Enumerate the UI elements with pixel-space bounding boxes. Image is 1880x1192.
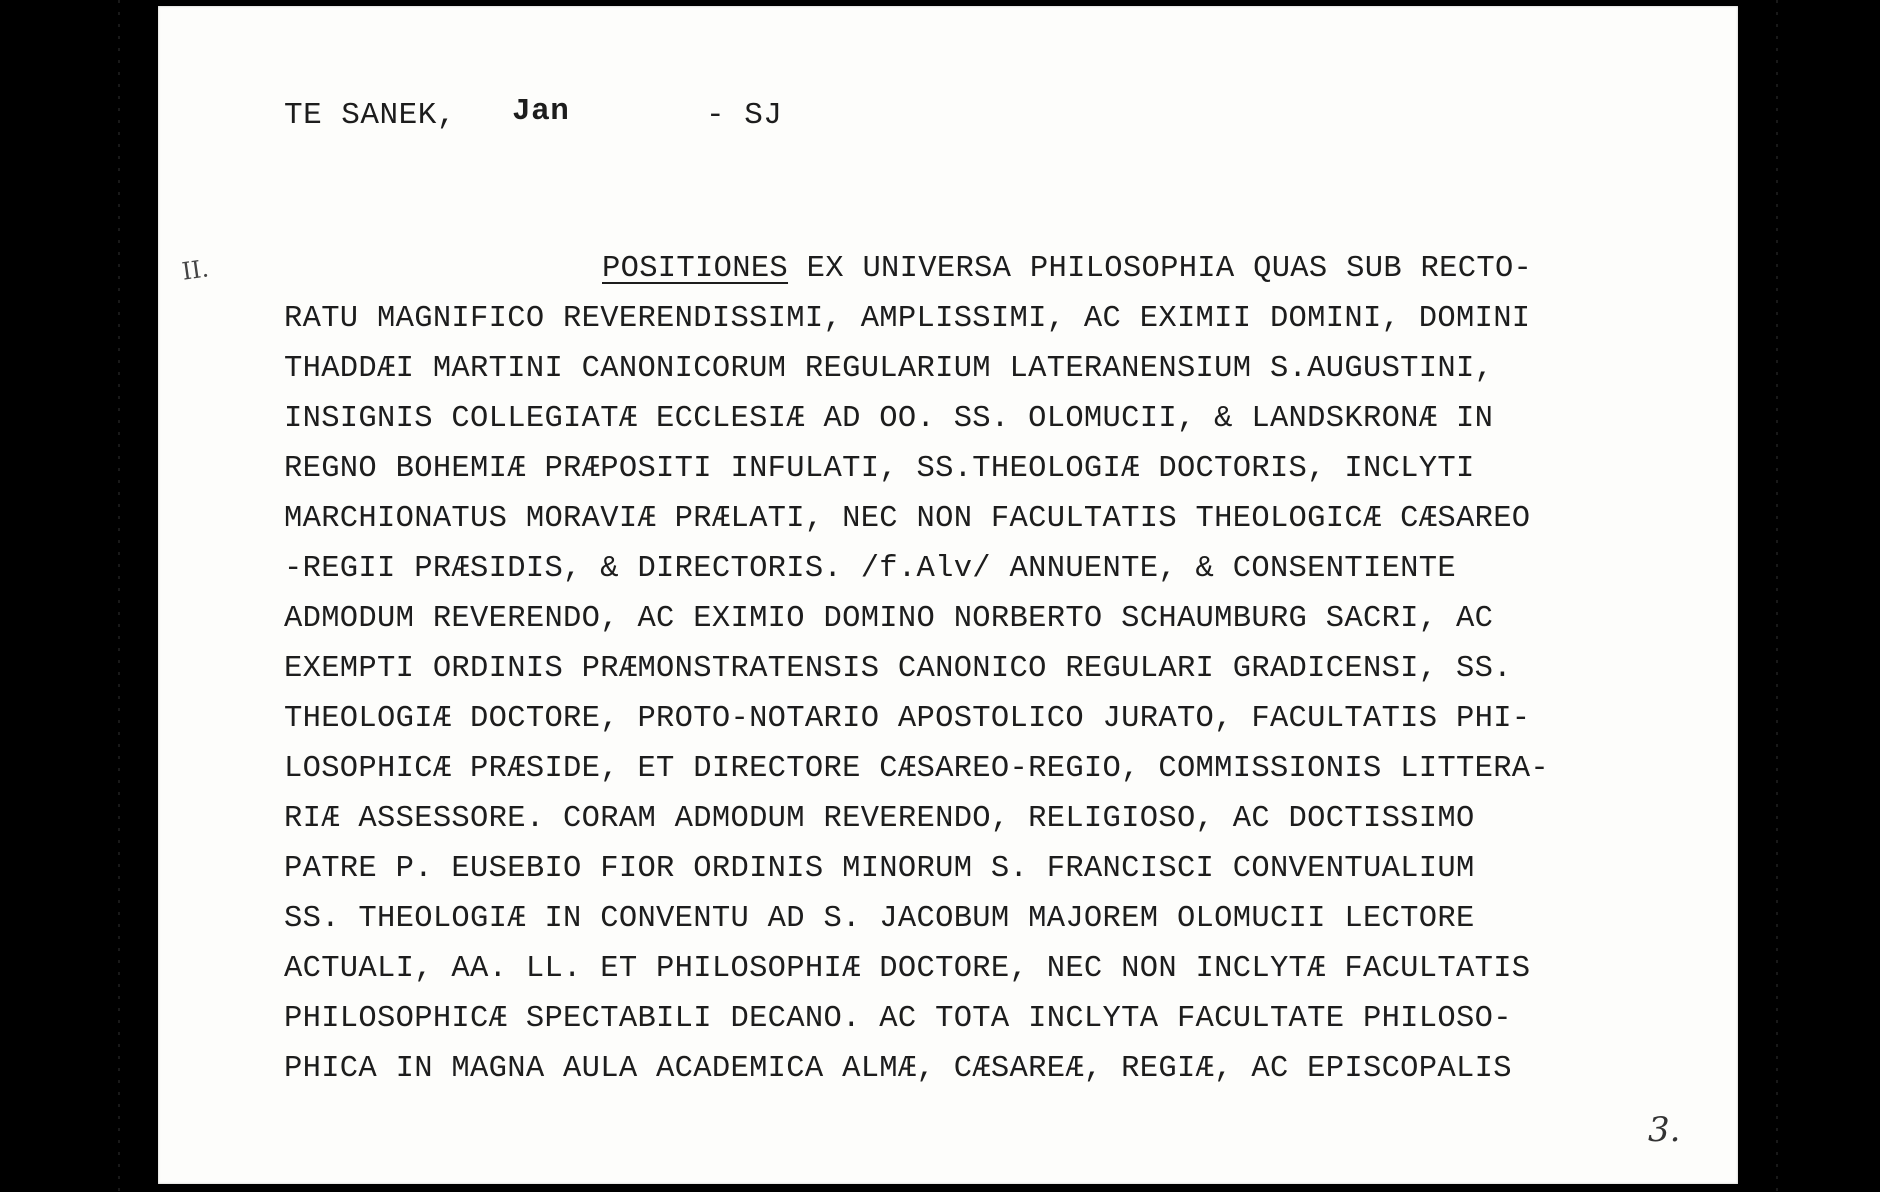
body-line-6: MARCHIONATUS MORAVIÆ PRÆLATI, NEC NON FACULTATIS THEOLOGICÆ CÆSAREO [284,502,1531,536]
religious-order: - SJ [706,98,783,133]
body-line-7: -REGII PRÆSIDIS, & DIRECTORIS. /f.Alv/ ANNUENTE, & CONSENTIENTE [284,552,1456,586]
title-word: POSITIONES [602,252,789,286]
body-line-11: LOSOPHICÆ PRÆSIDE, ET DIRECTORE CÆSAREO-REGIO, COMMISSIONIS LITTERA- [284,752,1550,786]
document-body [284,244,1704,1094]
body-line-15: ACTUALI, AA. LL. ET PHILOSOPHIÆ DOCTORE, NEC NON INCLYTÆ FACULTATIS [284,952,1531,986]
body-line-1 [284,244,1704,294]
author-given-name: Jan [512,94,570,129]
body-line-9: EXEMPTI ORDINIS PRÆMONSTRATENSIS CANONICO REGULARI GRADICENSI, SS. [284,652,1512,686]
body-line-17: PHICA IN MAGNA AULA ACADEMICA ALMÆ, CÆSAREÆ, REGIÆ, AC EPISCOPALIS [284,1052,1512,1086]
left-film-edge [118,0,120,1192]
body-line-12: RIÆ ASSESSORE. CORAM ADMODUM REVERENDO, RELIGIOSO, AC DOCTISSIMO [284,802,1475,836]
body-line-5: REGNO BOHEMIÆ PRÆPOSITI INFULATI, SS.THEOLOGIÆ DOCTORIS, INCLYTI [284,452,1475,486]
document-page [158,6,1738,1184]
right-film-edge [1776,0,1778,1192]
body-line-3: THADDÆI MARTINI CANONICORUM REGULARIUM LATERANENSIUM S.AUGUSTINI, [284,352,1494,386]
body-line-4: INSIGNIS COLLEGIATÆ ECCLESIÆ AD OO. SS. OLOMUCII, & LANDSKRONÆ IN [284,402,1494,436]
author-surname: TE SANEK, [284,98,456,133]
body-line-2: RATU MAGNIFICO REVERENDISSIMI, AMPLISSIMI, AC EXIMII DOMINI, DOMINI [284,302,1531,336]
body-line-8: ADMODUM REVERENDO, AC EXIMIO DOMINO NORBERTO SCHAUMBURG SACRI, AC [284,602,1494,636]
body-line-16: PHILOSOPHICÆ SPECTABILI DECANO. AC TOTA INCLYTA FACULTATE PHILOSO- [284,1002,1512,1036]
body-line-10: THEOLOGIÆ DOCTORE, PROTO-NOTARIO APOSTOLICO JURATO, FACULTATIS PHI- [284,702,1531,736]
body-line-14: SS. THEOLOGIÆ IN CONVENTU AD S. JACOBUM MAJOREM OLOMUCII LECTORE [284,902,1475,936]
handwritten-margin-mark: II. [180,254,211,286]
catalog-header [284,94,783,142]
body-line-13: PATRE P. EUSEBIO FIOR ORDINIS MINORUM S. FRANCISCI CONVENTUALIUM [284,852,1475,886]
body-line-text: EX UNIVERSA PHILOSOPHIA QUAS SUB RECTO- [788,252,1533,286]
handwritten-page-number: 3. [1648,1110,1681,1150]
